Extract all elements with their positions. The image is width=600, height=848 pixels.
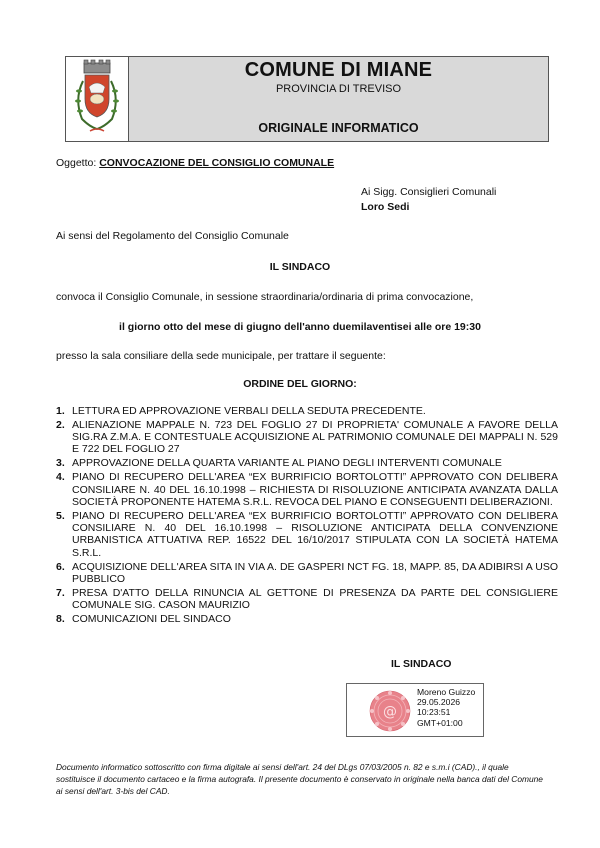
digital-seal-icon: [367, 688, 413, 734]
signature-details: [417, 687, 475, 728]
convocation-text: convoca il Consiglio Comunale, in sessione straordinaria/ordinaria di prima convocazione,: [56, 291, 474, 303]
agenda-item: 3. APPROVAZIONE DELLA QUARTA VARIANTE AL PIANO DEGLI INTERVENTI COMUNALE: [56, 457, 502, 470]
meeting-date-line: il giorno otto del mese di giugno dell'anno duemilaventisei alle ore 19:30: [119, 321, 481, 333]
agenda-item: 1. LETTURA ED APPROVAZIONE VERBALI DELLA SEDUTA PRECEDENTE.: [56, 405, 426, 417]
footer-note: Documento informatico sottoscritto con firma digitale ai sensi dell'art. 24 del DLgs 07/03/2005 n. 82 e s.m.i (CAD)., il quale sostituisce il documento cartaceo e la firma autografa. Il presente documento è conservato in originale nella banca dati del Comune ai sensi dell'art. 3-bis del CAD.: [56, 762, 543, 797]
mayor-heading: IL SINDACO: [269, 261, 331, 273]
agenda-item: 7. PRESA D'ATTO DELLA RINUNCIA AL GETTONE DI PRESENZA DA PARTE DEL CONSIGLIERE COMUNALE SIG. CASON MAURIZIO: [56, 586, 558, 612]
regolamento-text: Ai sensi del Regolamento del Consiglio Comunale: [56, 230, 289, 242]
digital-signature-box: [346, 683, 484, 737]
crest-cell: [66, 57, 129, 141]
municipality-title: COMUNE DI MIANE: [244, 59, 433, 81]
agenda-item: 8. COMUNICAZIONI DEL SINDACO: [56, 612, 231, 625]
signature-time: 10:23:51: [417, 707, 451, 718]
recipients-line2: Loro Sedi: [361, 201, 410, 213]
province-subtitle: PROVINCIA DI TREVISO: [275, 83, 402, 95]
recipients-line1: Ai Sigg. Consiglieri Comunali: [361, 186, 497, 198]
agenda-list: [56, 405, 558, 627]
agenda-item: 2. ALIENAZIONE MAPPALE N. 723 DEL FOGLIO 27 DI PROPRIETA' COMUNALE A FAVORE DELLA SIG.RA Z.M.A. E CONTESTUALE ACQUISIZIONE AL PATRIMONIO COMUNALE DEI MAPPALI N. 529 E 722 DEL FOGLIO 27: [56, 418, 558, 456]
venue-text: presso la sala consiliare della sede municipale, per trattare il seguente:: [56, 350, 386, 362]
signature-title: IL SINDACO: [391, 658, 452, 670]
original-label: ORIGINALE INFORMATICO: [258, 121, 419, 135]
subject-line: [56, 156, 334, 170]
signer-name: Moreno Guizzo: [417, 687, 476, 697]
agenda-item: 6. ACQUISIZIONE DELL'AREA SITA IN VIA A. DE GASPERI NCT FG. 18, MAPP. 85, DA ADIBIRSI A USO PUBBLICO: [56, 560, 558, 585]
letterhead-title-cell: [129, 57, 548, 141]
agenda-item: 5. PIANO DI RECUPERO DELL'AREA “EX BURRIFICIO BORTOLOTTI” APPROVATO CON DELIBERA CONSILIARE N. 40 DEL 16.10.1998 – RISOLUZIONE ANTICIPATA DELLA CONVENZIONE URBANISTICA ATTUATIVA REP. 16522 DEL 16/10/2017 STIPULATA CON LA SOCIETÀ HATEMA S.R.L.: [56, 509, 558, 559]
letterhead: [65, 56, 549, 142]
svg-text:@: @: [383, 704, 397, 720]
agenda-title: ORDINE DEL GIORNO:: [243, 378, 357, 390]
signature-date: 29.05.2026: [417, 697, 461, 708]
signature-timezone: GMT+01:00: [417, 717, 463, 728]
subject-value: CONVOCAZIONE DEL CONSIGLIO COMUNALE: [99, 157, 335, 169]
agenda-item: 4. PIANO DI RECUPERO DELL'AREA “EX BURRIFICIO BORTOLOTTI” APPROVATO CON DELIBERA CONSILIARE N. 40 DEL 16.10.1998 – RICHIESTA DI RISOLUZIONE ANTICIPATA AVANZATA DALLA SOCIETÀ PROPONENTE HATEMA S.R.L. REVOCA DEL PIANO E CONSEGUENTI DELIBERAZIONI.: [56, 471, 558, 508]
subject-label: Oggetto:: [56, 157, 97, 169]
coat-of-arms-icon: [70, 59, 124, 139]
